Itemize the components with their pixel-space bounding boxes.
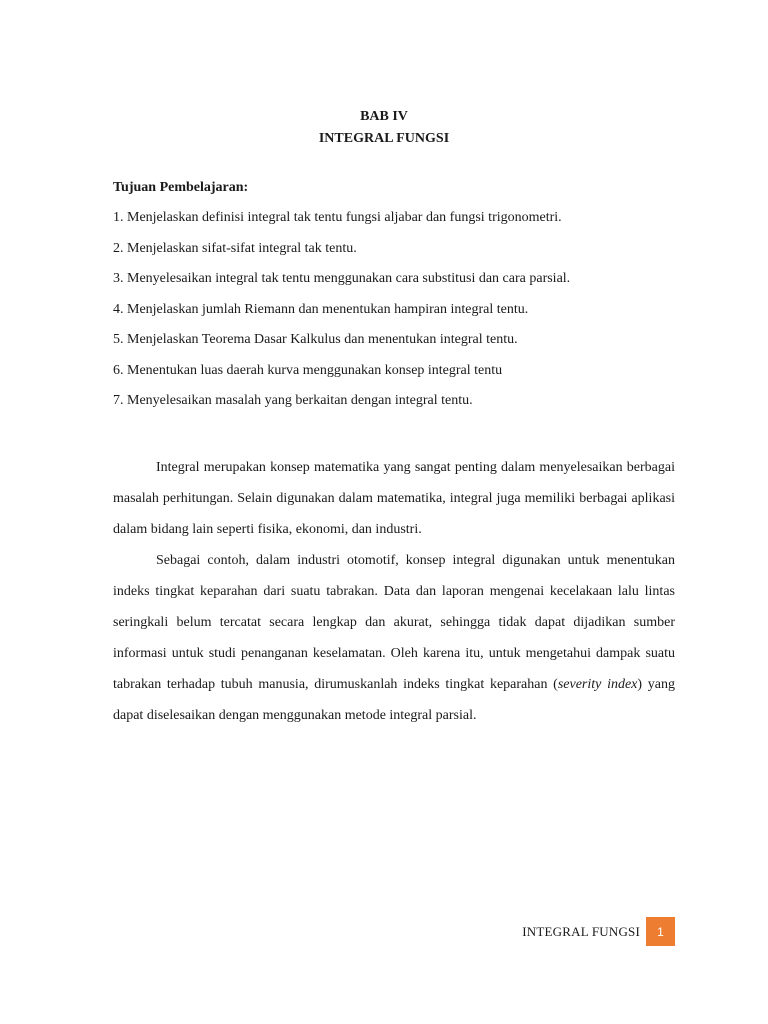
paragraph-2-text-start: Sebagai contoh, dalam industri otomotif, konsep integral digunakan untuk menentukan indeks tingkat keparahan dari suatu tabrakan. Data dan laporan mengenai kecelakaan lalu lintas seringkali belum tercatat secara lengkap dan akurat, sehingga tidak dapat dijadikan sumber informasi untuk studi penanganan keselamatan. Oleh karena itu, untuk mengetahui dampak suatu tabrakan terhadap tubuh manusia, dirumuskanlah indeks tingkat keparahan ( [113,553,675,692]
body-paragraph-2 [113,545,675,731]
objective-item: 2. Menjelaskan sifat-sifat integral tak tentu. [113,240,357,256]
paragraph-2-text-end: ) yang dapat diselesaikan dengan menggunakan metode integral parsial. [113,677,675,723]
objective-item: 3. Menyelesaikan integral tak tentu menggunakan cara substitusi dan cara parsial. [113,271,571,286]
objective-item: 4. Menjelaskan jumlah Riemann dan menentukan hampiran integral tentu. [113,301,529,317]
chapter-title: INTEGRAL FUNGSI [318,131,450,146]
severity-index-term: severity index [557,677,638,692]
page-number-badge: 1 [646,917,675,946]
footer-chapter-label: INTEGRAL FUNGSI [522,923,640,939]
objective-item: 1. Menjelaskan definisi integral tak tentu fungsi aljabar dan fungsi trigonometri. [113,210,562,225]
objectives-heading: Tujuan Pembelajaran: [113,180,249,195]
objective-item: 5. Menjelaskan Teorema Dasar Kalkulus dan menentukan integral tentu. [113,332,518,347]
objective-item: 7. Menyelesaikan masalah yang berkaitan dengan integral tentu. [113,393,473,408]
chapter-number: BAB IV [360,109,408,124]
body-paragraph-1: Integral merupakan konsep matematika yang sangat penting dalam menyelesaikan berbagai masalah perhitungan. Selain digunakan dalam matematika, integral juga memiliki berbagai aplikasi dalam bidang lain seperti fisika, ekonomi, dan industri. [113,460,675,537]
page-footer [522,917,675,946]
body-text [113,452,675,731]
objectives-list [113,209,570,423]
objective-item: 6. Menentukan luas daerah kurva menggunakan konsep integral tentu [113,362,503,378]
